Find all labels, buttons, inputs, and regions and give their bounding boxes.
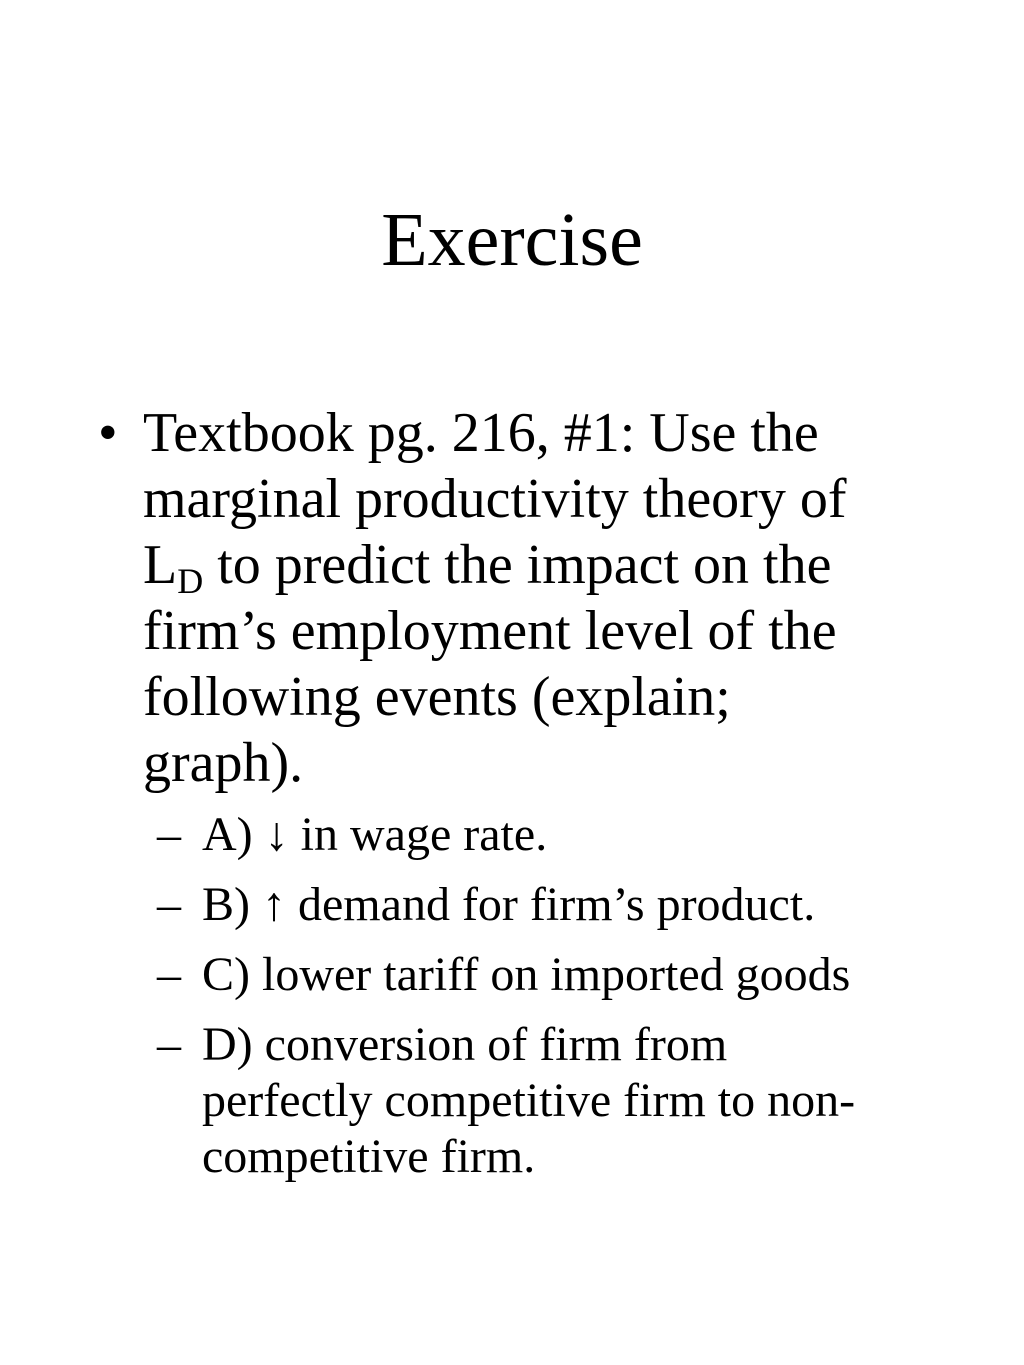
sub-item-line: perfectly competitive firm to non-	[202, 1074, 856, 1127]
sub-item	[0, 877, 1024, 947]
sub-item-text: C) lower tariff on imported goods	[202, 948, 851, 1001]
sub-item-text: B) ↑ demand for firm’s product.	[202, 878, 816, 931]
sub-item-line: competitive firm.	[202, 1130, 536, 1183]
slide-title: Exercise	[381, 198, 643, 282]
sub-item-text: A) ↓ in wage rate.	[202, 808, 548, 861]
dash-marker: –	[157, 1018, 181, 1071]
sub-item	[0, 947, 1024, 1017]
bullet-text	[143, 400, 943, 796]
bullet-line	[143, 532, 943, 601]
bullet-marker: •	[98, 402, 118, 464]
bullet-line: firm’s employment level of the	[143, 600, 837, 662]
sub-item-line: D) conversion of firm from	[202, 1018, 728, 1071]
dash-marker: –	[157, 948, 181, 1001]
labor-demand-subscript: D	[177, 561, 204, 601]
bullet-line: graph).	[143, 732, 304, 794]
bullet-line-rest: to predict the impact on the	[203, 534, 832, 596]
bullet-line: marginal productivity theory of	[143, 468, 847, 530]
dash-marker: –	[157, 878, 181, 931]
sub-item-text	[202, 1017, 1002, 1185]
bullet-line: following events (explain;	[143, 666, 731, 728]
dash-marker: –	[157, 808, 181, 861]
sub-item	[0, 807, 1024, 877]
bullet-line: Textbook pg. 216, #1: Use the	[143, 402, 819, 464]
sub-item	[0, 1017, 1024, 1183]
labor-demand-symbol: L	[143, 534, 178, 596]
sub-list	[0, 807, 1024, 1183]
